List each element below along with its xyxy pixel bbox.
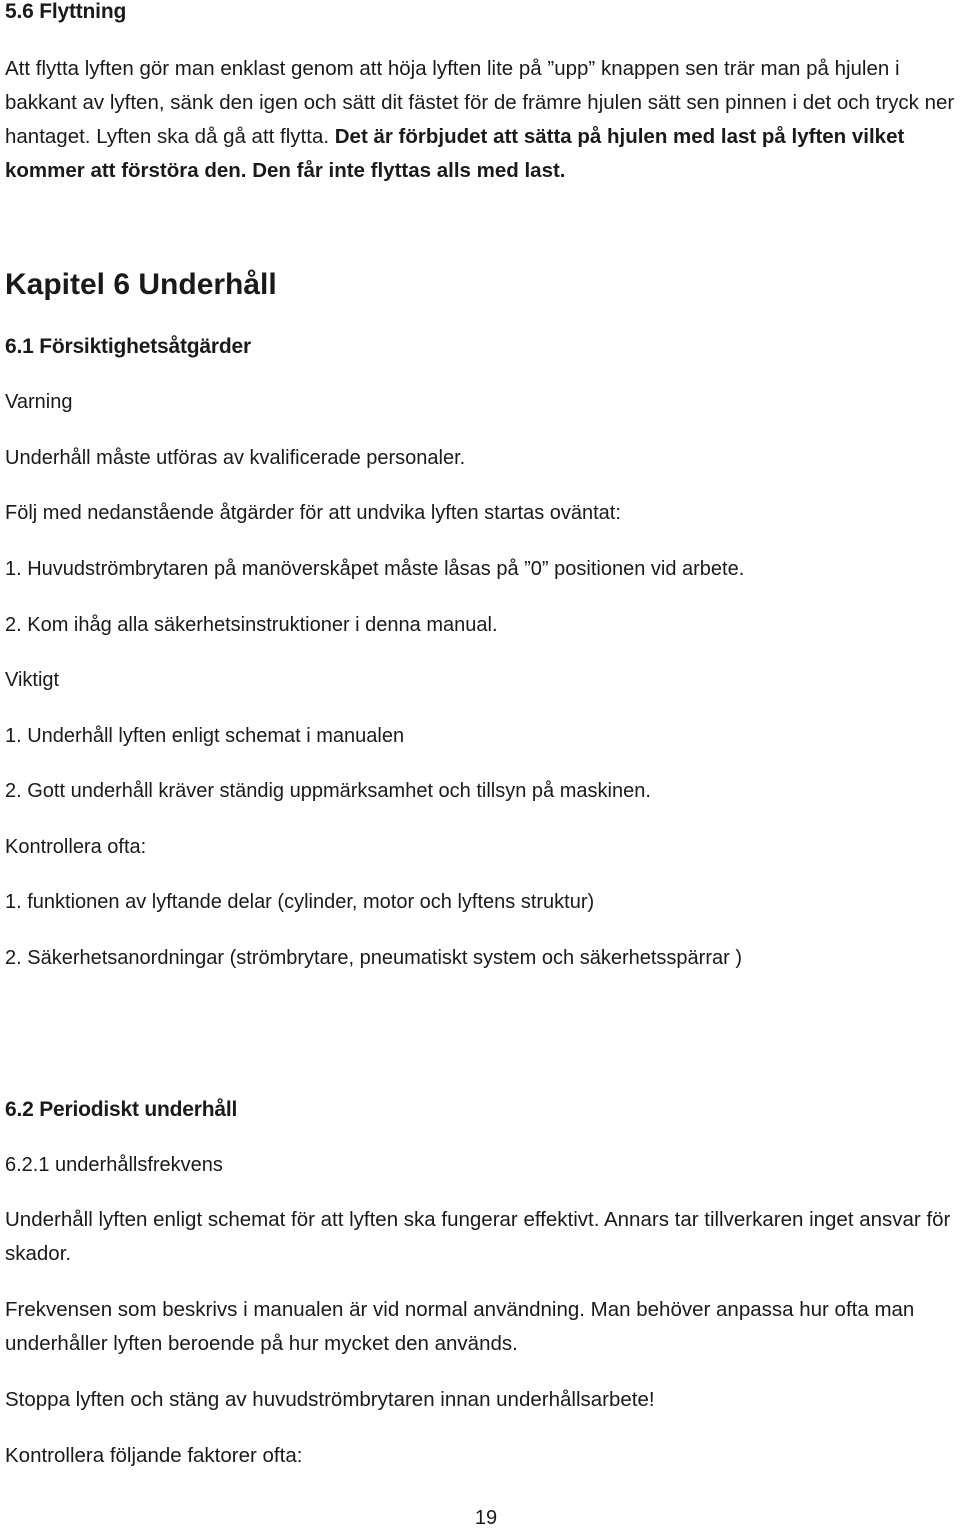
check-item: 1. funktionen av lyftande delar (cylinder, motor och lyftens struktur): [5, 891, 595, 913]
body-paragraph: Stoppa lyften och stäng av huvudströmbrytaren innan underhållsarbete!: [5, 1388, 655, 1411]
step-item: 1. Huvudströmbrytaren på manöverskåpet måste låsas på ”0” positionen vid arbete.: [5, 558, 745, 580]
important-item: 1. Underhåll lyften enligt schemat i manualen: [5, 725, 405, 747]
page-number: 19: [474, 1507, 498, 1529]
chapter-title: Kapitel 6 Underhåll: [5, 268, 277, 301]
body-paragraph: Frekvensen som beskrivs i manualen är vid normal användning. Man behöver anpassa hur ofta man underhåller lyften beroende på hur mycket den används.: [5, 1298, 915, 1355]
section-6-2-heading: 6.2 Periodiskt underhåll: [5, 1098, 238, 1121]
body-paragraph: Underhåll lyften enligt schemat för att lyften ska fungerar effektivt. Annars tar tillverkaren inget ansvar för skador.: [5, 1208, 951, 1265]
step-item: 2. Kom ihåg alla säkerhetsinstruktioner i denna manual.: [5, 614, 498, 636]
follow-text: Följ med nedanstående åtgärder för att undvika lyften startas oväntat:: [5, 502, 621, 524]
important-label: Viktigt: [5, 669, 60, 691]
section-6-2-1-subheading: 6.2.1 underhållsfrekvens: [5, 1154, 223, 1176]
warning-label: Varning: [5, 391, 73, 413]
warning-text: Underhåll måste utföras av kvalificerade personaler.: [5, 447, 466, 469]
section-6-1-heading: 6.1 Försiktighetsåtgärder: [5, 335, 251, 358]
section-5-6-paragraph-bold: Det är förbjudet att sätta på hjulen med last på lyften vilket kommer att förstöra den. Den får inte flyttas alls med last.: [5, 125, 905, 182]
section-5-6-heading: 5.6 Flyttning: [5, 0, 127, 23]
check-item: 2. Säkerhetsanordningar (strömbrytare, pneumatiskt system och säkerhetsspärrar ): [5, 947, 742, 969]
section-5-6-paragraph: [5, 52, 955, 188]
section-5-6-paragraph-normal: Att flytta lyften gör man enklast genom att höja lyften lite på ”upp” knappen sen trär man på hjulen i bakkant av lyften, sänk den igen och sätt dit fästet för de främre hjulen sätt sen pinnen i det och tryck ner hantaget. Lyften ska då gå att flytta.: [5, 57, 955, 148]
body-paragraph: Kontrollera följande faktorer ofta:: [5, 1444, 303, 1467]
check-label: Kontrollera ofta:: [5, 836, 147, 858]
important-item: 2. Gott underhåll kräver ständig uppmärksamhet och tillsyn på maskinen.: [5, 780, 651, 802]
